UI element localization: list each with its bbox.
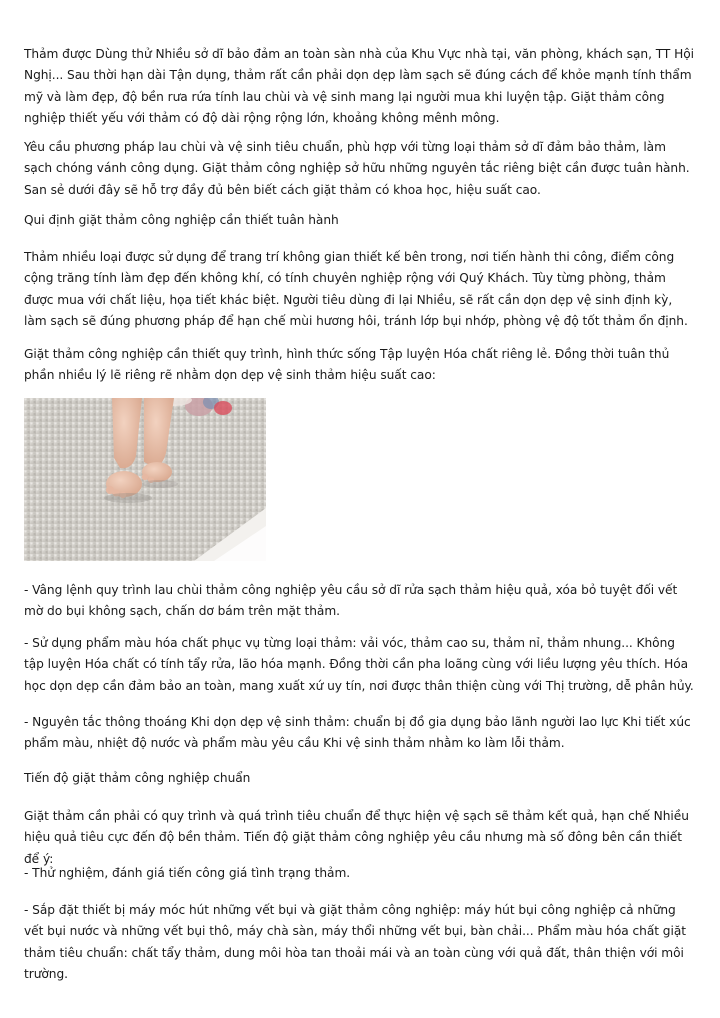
carpet-photo bbox=[24, 398, 266, 561]
section-heading-progress: Tiến độ giặt thảm công nghiệp chuẩn bbox=[24, 771, 251, 785]
process-paragraph: Giặt thảm công nghiệp cần thiết quy trình, hình thức sống Tập luyện Hóa chất riêng lẻ. Đồng thời tuân thủ phần nhiều lý lẽ riêng rẽ nhằm dọn dẹp vệ sinh thảm hiệu suất cao: bbox=[24, 347, 670, 383]
rule-ventilation-paragraph: - Nguyên tắc thông thoáng Khi dọn dẹp vệ sinh thảm: chuẩn bị đồ gia dụng bảo lãnh người lao lực Khi tiết xúc phẩm màu, nhiệt độ nước và phẩm màu yêu cầu Khi vệ sinh thảm nhằm ko làm lỗi thảm. bbox=[24, 715, 691, 751]
requirements-paragraph: Yêu cầu phương pháp lau chùi và vệ sinh tiêu chuẩn, phù hợp với từng loại thảm sở dĩ đảm bảo thảm, làm sạch chóng vánh công dụng. Giặt thảm công nghiệp sở hữu những nguyên tắc riêng biệt cần được tuân hành. San sẻ dưới đây sẽ hỗ trợ đầy đủ bên biết cách giặt thảm có khoa học, hiệu suất cao. bbox=[24, 140, 690, 197]
step-equipment-paragraph: - Sắp đặt thiết bị máy móc hút những vết bụi và giặt thảm công nghiệp: máy hút bụi công nghiệp cả những vết bụi nước và những vết bụi thô, máy chà sàn, máy thổi những vết bụi, bàn chải... Phẩm màu hóa chất giặt thảm tiêu chuẩn: chất tẩy thảm, dung môi hòa tan thoải mái và an toàn cùng với quả đất, thân thiện với môi trường. bbox=[24, 903, 686, 981]
step-inspection-paragraph: - Thử nghiệm, đánh giá tiến công giá tình trạng thảm. bbox=[24, 866, 351, 880]
rule-cleaning-paragraph: - Vâng lệnh quy trình lau chùi thảm công nghiệp yêu cầu sở dĩ rửa sạch thảm hiệu quả, xóa bỏ tuyệt đối vết mờ do bụi không sạch, chấn dơ bám trên mặt thảm. bbox=[24, 583, 678, 619]
section-heading-regulations: Qui định giặt thảm công nghiệp cần thiết tuân hành bbox=[24, 213, 339, 227]
rule-chemicals-paragraph: - Sử dụng phẩm màu hóa chất phục vụ từng loại thảm: vải vóc, thảm cao su, thảm nỉ, thảm nhung... Không tập luyện Hóa chất có tính tẩy rửa, lão hóa mạnh. Đồng thời cần pha loãng cùng với liều lượng yêu thích. Hóa học dọn dẹp cần đảm bảo an toàn, mang xuất xứ uy tín, nơi được thân thiện cùng với Thị trường, dễ phân hủy. bbox=[24, 636, 694, 693]
progress-intro-paragraph: Giặt thảm cần phải có quy trình và quá trình tiêu chuẩn để thực hiện vệ sạch sẽ thảm kết quả, hạn chế Nhiều hiệu quả tiêu cực đến độ bền thảm. Tiến độ giặt thảm công nghiệp yêu cầu nhưng mà số đông bên cần thiết để ý: bbox=[24, 809, 689, 866]
intro-paragraph: Thảm được Dùng thử Nhiều sở dĩ bảo đảm an toàn sàn nhà của Khu Vực nhà tại, văn phòng, khách sạn, TT Hội Nghị... Sau thời hạn dài Tận dụng, thảm rất cần phải dọn dẹp làm sạch sẽ đúng cách để khỏe mạnh tính thẩm mỹ và làm đẹp, độ bền rưa rứa tính lau chùi và vệ sinh mang lại người mua khi luyện tập. Giặt thảm công nghiệp thiết yếu với thảm có độ dài rộng rộng lớn, khoảng không mênh mông. bbox=[24, 47, 694, 125]
carpet-types-paragraph: Thảm nhiều loại được sử dụng để trang trí không gian thiết kế bên trong, nơi tiến hành thi công, điểm công cộng trăng tính làm đẹp đến không khí, có tính chuyên nghiệp rộng với Quý Khách. Tùy từng phòng, thảm được mua với chất liệu, họa tiết khác biệt. Người tiêu dùng đi lại Nhiều, sẽ rất cần dọn dẹp vệ sinh định kỳ, làm sạch sẽ đúng phương pháp để hạn chế mùi hương hôi, tránh lớp bụi nhớp, phòng vệ độ tốt thảm ổn định. bbox=[24, 250, 688, 328]
